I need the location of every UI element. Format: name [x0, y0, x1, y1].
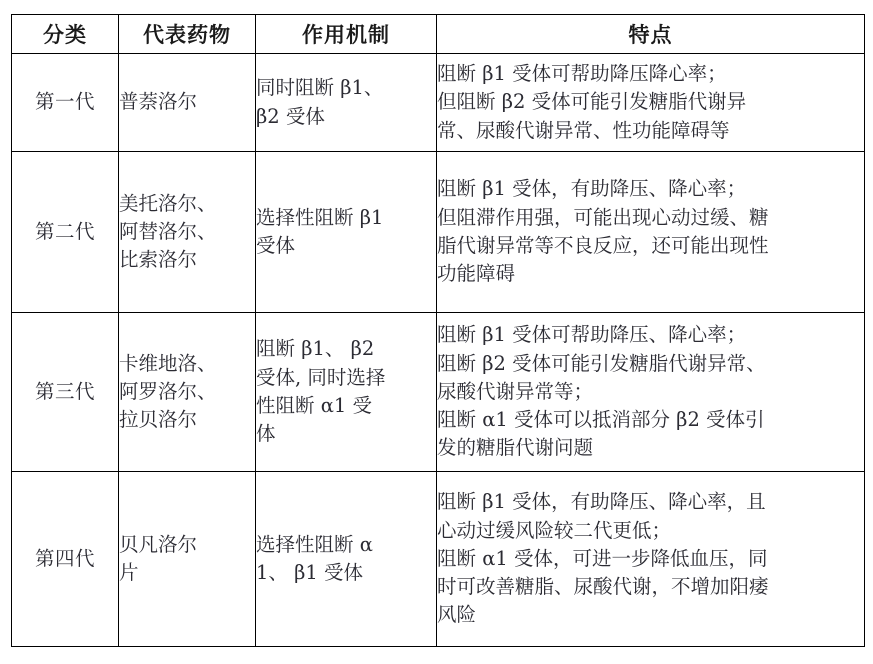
text-line: 受体 — [256, 234, 296, 257]
table-body — [12, 54, 865, 647]
text-line: 风险 — [437, 603, 477, 627]
text-line: 阿罗洛尔、 — [119, 379, 217, 403]
table-row — [12, 152, 865, 313]
cell-classification — [12, 472, 119, 647]
text-line: 普萘洛尔 — [119, 90, 198, 114]
text-line: 阻断 α1 受体，可进一步降低血压，同 — [437, 546, 768, 570]
text-line: 体 — [256, 422, 276, 446]
column-header-mechanism: 作用机制 — [256, 15, 437, 54]
text-line: 拉贝洛尔 — [119, 408, 198, 432]
text-line: 贝凡洛尔 — [119, 532, 198, 556]
text-line: 心动过缓风险较二代更低； — [437, 518, 672, 542]
column-header-features: 特点 — [437, 15, 865, 54]
cell-features — [437, 152, 865, 313]
beta-blocker-generation-table — [11, 14, 865, 647]
text-line: 但阻滞作用强，可能出现心动过缓、糖 — [437, 205, 769, 229]
cell-features — [437, 472, 865, 647]
cell-mechanism — [256, 313, 437, 472]
text-line: 阿替洛尔、 — [119, 219, 217, 243]
text-line: 比索洛尔 — [119, 248, 198, 272]
text-line: 尿酸代谢异常等； — [437, 379, 594, 403]
text-line: 第二代 — [34, 219, 95, 243]
table-row — [12, 472, 865, 647]
text-line: 时可改善糖脂、尿酸代谢，不增加阳痿 — [437, 575, 769, 599]
table-header-row — [12, 15, 865, 54]
text-line: 性阻断 α1 受 — [256, 394, 372, 417]
cell-mechanism — [256, 152, 437, 313]
cell-classification — [12, 54, 119, 152]
column-header-representative-drugs: 代表药物 — [119, 15, 256, 54]
text-line: 选择性阻断 α — [256, 532, 373, 556]
text-line: 第四代 — [34, 546, 95, 570]
cell-mechanism — [256, 54, 437, 152]
cell-representative-drugs — [119, 54, 256, 152]
text-line: 阻断 β2 受体可能引发糖脂代谢异常、 — [437, 351, 766, 375]
column-header-classification: 分类 — [12, 15, 119, 54]
text-line: 常、尿酸代谢异常、性功能障碍等 — [437, 118, 730, 142]
text-line: 阻断 β1 受体，有助降压、降心率； — [437, 177, 747, 201]
table-header — [12, 15, 865, 54]
text-line: 阻断 β1、 β2 — [256, 337, 375, 361]
table-row — [12, 313, 865, 472]
text-line: 发的糖脂代谢问题 — [437, 436, 594, 460]
text-line: 第一代 — [34, 90, 95, 114]
table-row — [12, 54, 865, 152]
text-line: 阻断 β1 受体可帮助降压、降心率； — [437, 323, 747, 347]
cell-mechanism — [256, 472, 437, 647]
text-line: 美托洛尔、 — [119, 191, 217, 215]
cell-classification — [12, 152, 119, 313]
cell-classification — [12, 313, 119, 472]
text-line: 同时阻断 β1、 — [256, 76, 384, 100]
text-line: 功能障碍 — [437, 262, 516, 286]
text-line: 受体, 同时选择 — [256, 365, 386, 389]
text-line: 阻断 β1 受体可帮助降压降心率； — [437, 62, 727, 86]
text-line: 但阻断 β2 受体可能引发糖脂代谢异 — [437, 90, 747, 114]
text-line: 选择性阻断 β1 — [256, 205, 384, 229]
text-line: 卡维地洛、 — [119, 351, 217, 375]
text-line: 第三代 — [34, 379, 95, 403]
cell-features — [437, 313, 865, 472]
text-line: 阻断 β1 受体，有助降压、降心率，且 — [437, 490, 766, 514]
text-line: 脂代谢异常等不良反应，还可能出现性 — [437, 234, 769, 257]
cell-features — [437, 54, 865, 152]
cell-representative-drugs — [119, 152, 256, 313]
text-line: β2 受体 — [256, 104, 325, 128]
cell-representative-drugs — [119, 472, 256, 647]
text-line: 阻断 α1 受体可以抵消部分 β2 受体引 — [437, 408, 765, 432]
cell-representative-drugs — [119, 313, 256, 472]
text-line: 1、 β1 受体 — [256, 561, 363, 584]
text-line: 片 — [119, 561, 139, 584]
